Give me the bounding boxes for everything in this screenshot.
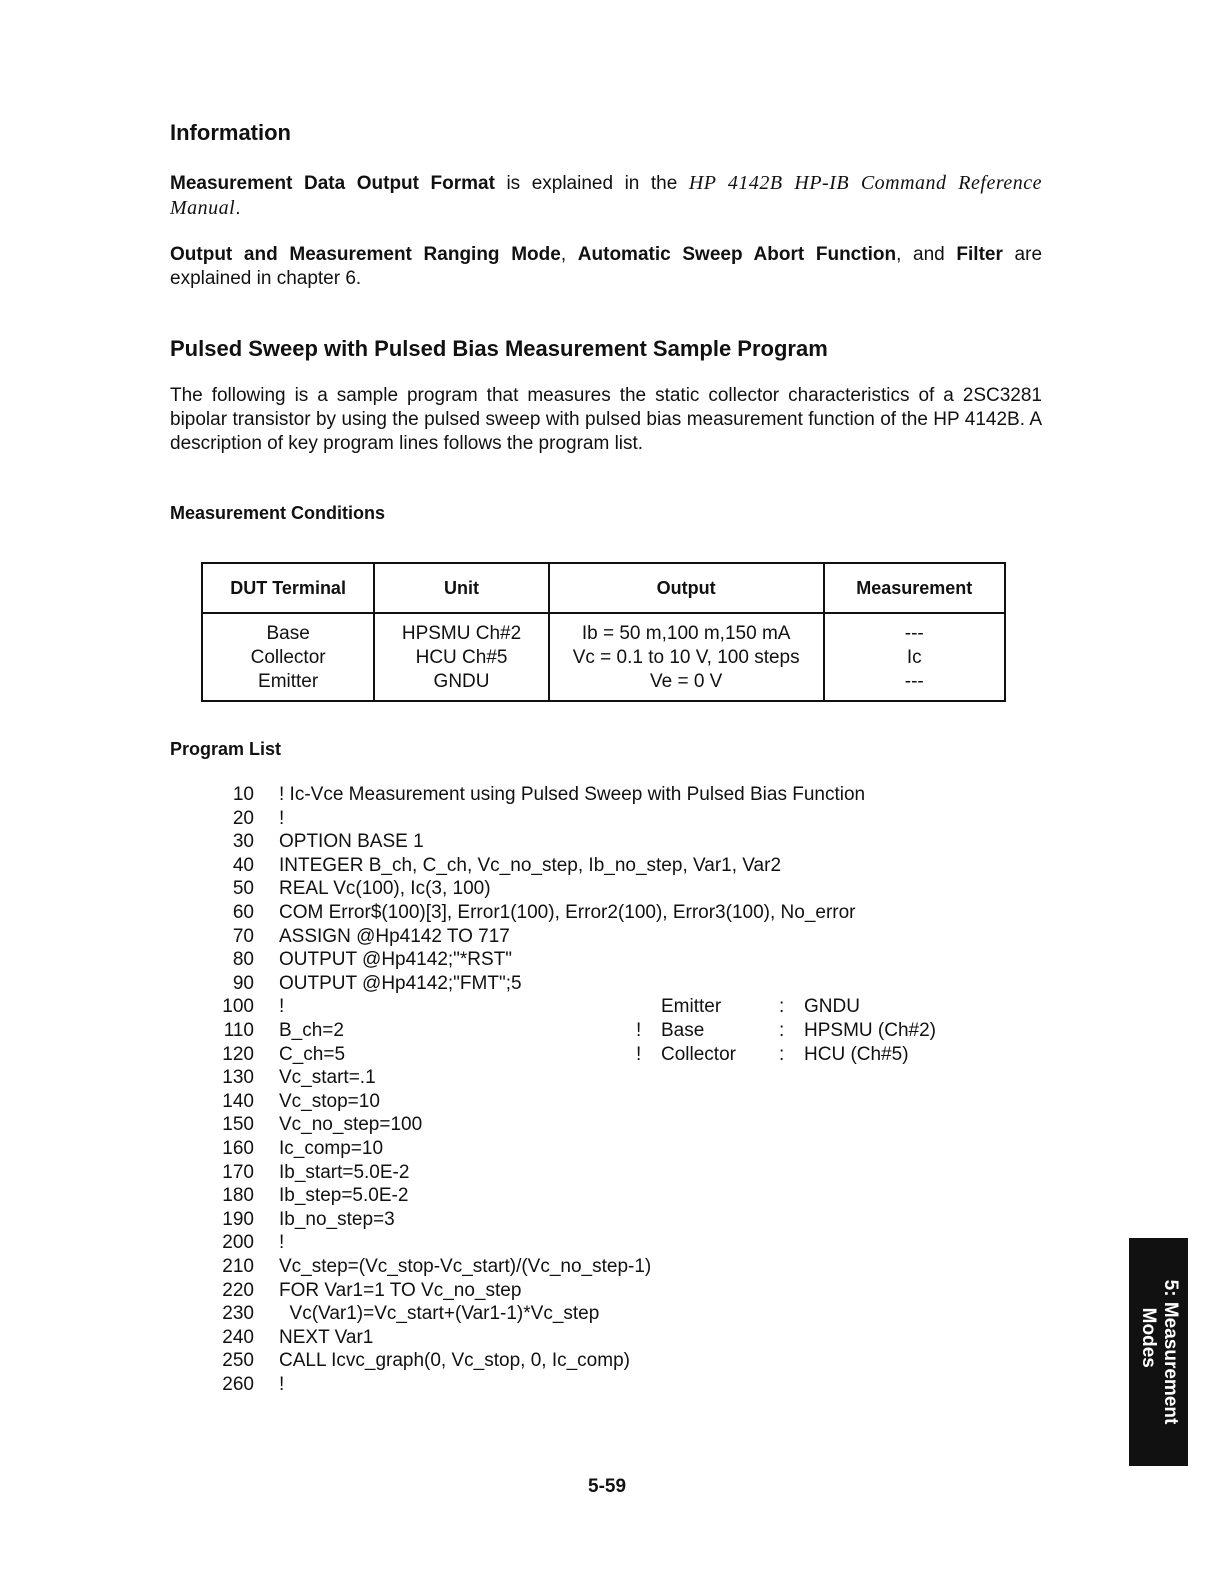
line-number: 160 xyxy=(222,1138,254,1159)
code-text: INTEGER B_ch, C_ch, Vc_no_step, Ib_no_step, Var1, Var2 xyxy=(279,854,782,876)
code-text: Vc_no_step=100 xyxy=(279,1114,423,1136)
comment-bang: ! xyxy=(636,1043,642,1065)
code-text: FOR Var1=1 TO Vc_no_step xyxy=(279,1279,522,1301)
measurement-conditions-heading: Measurement Conditions xyxy=(170,503,386,523)
side-tab-line: Modes xyxy=(1137,1307,1159,1368)
table-cell: Ve = 0 V xyxy=(649,671,723,692)
code-text: Vc_stop=10 xyxy=(279,1090,380,1112)
line-number: 150 xyxy=(222,1114,254,1136)
header-dut-terminal: DUT Terminal xyxy=(202,563,374,613)
output-cell xyxy=(549,613,824,701)
line-number: 50 xyxy=(232,878,254,900)
line-number: 100 xyxy=(222,996,254,1018)
line-number: 140 xyxy=(222,1090,254,1112)
info-paragraph-1 xyxy=(170,171,1042,221)
code-text: Vc(Var1)=Vc_start+(Var1-1)*Vc_step xyxy=(279,1303,600,1325)
measurement-cell xyxy=(824,613,1006,701)
code-text: ! xyxy=(279,1374,285,1395)
code-text: B_ch=2 xyxy=(279,1020,344,1041)
comment-bang: ! xyxy=(636,1020,642,1041)
code-text: ! xyxy=(279,1232,285,1254)
bold-term: Output and Measurement Ranging Mode xyxy=(170,244,561,265)
comment-term: Emitter xyxy=(661,996,722,1018)
code-text: ! xyxy=(279,807,285,829)
line-number: 120 xyxy=(222,1043,254,1065)
line-number: 260 xyxy=(222,1374,254,1395)
code-text: ! Ic-Vce Measurement using Pulsed Sweep with Pulsed Bias Function xyxy=(279,784,866,805)
para-text: are explained in chapter 6. xyxy=(170,244,1043,289)
comment-term: Base xyxy=(661,1020,705,1041)
code-text: CALL Icvc_graph(0, Vc_stop, 0, Ic_comp) xyxy=(279,1350,630,1372)
line-number: 170 xyxy=(222,1161,254,1183)
bold-term: Measurement Data Output Format xyxy=(170,173,495,194)
comment-colon: : xyxy=(779,1020,785,1041)
code-text: Ib_step=5.0E-2 xyxy=(279,1185,409,1207)
line-number: 80 xyxy=(232,949,254,971)
code-text: Vc_start=.1 xyxy=(279,1067,376,1089)
code-text: C_ch=5 xyxy=(279,1043,346,1065)
line-number: 230 xyxy=(222,1303,254,1325)
comment-colon: : xyxy=(779,1043,785,1065)
line-number: 130 xyxy=(222,1067,254,1089)
line-number: 70 xyxy=(232,925,254,947)
bold-term: Filter xyxy=(956,244,1003,265)
bold-term: Automatic Sweep Abort Function xyxy=(577,244,897,265)
program-list-heading: Program List xyxy=(170,739,282,759)
table-row xyxy=(202,613,1005,701)
table-cell: --- xyxy=(904,671,924,692)
para-text: , and xyxy=(896,244,957,265)
para-text: , xyxy=(560,244,578,265)
sample-program-heading: Pulsed Sweep with Pulsed Bias Measurement Sample Program xyxy=(170,336,828,361)
table-cell: Vc = 0.1 to 10 V, 100 steps xyxy=(572,647,800,668)
code-text: Ib_no_step=3 xyxy=(279,1208,395,1230)
table-cell: Ic xyxy=(906,647,922,668)
code-text: Ic_comp=10 xyxy=(279,1138,384,1159)
line-number: 60 xyxy=(232,902,254,923)
line-number: 220 xyxy=(222,1279,254,1301)
side-tab-label xyxy=(1137,1280,1181,1425)
para-text: . xyxy=(235,198,241,219)
table-cell: GNDU xyxy=(433,671,490,692)
header-output: Output xyxy=(549,563,824,613)
code-text: REAL Vc(100), Ic(3, 100) xyxy=(279,878,491,900)
code-text: ASSIGN @Hp4142 TO 717 xyxy=(279,925,510,947)
comment-unit: HCU (Ch#5) xyxy=(804,1043,909,1065)
table-cell: HCU Ch#5 xyxy=(415,647,508,668)
header-measurement: Measurement xyxy=(824,563,1006,613)
header-unit: Unit xyxy=(374,563,549,613)
manual-title: HP 4142B HP-IB Command Reference Manual xyxy=(170,172,1043,219)
dut-terminal-cell xyxy=(202,613,374,701)
unit-cell xyxy=(374,613,549,701)
line-number: 30 xyxy=(232,831,254,853)
line-number: 190 xyxy=(222,1208,254,1230)
table-cell: Ib = 50 m,100 m,150 mA xyxy=(581,623,791,644)
table-cell: HPSMU Ch#2 xyxy=(401,623,522,644)
para-text: is explained in the xyxy=(494,173,689,194)
table-cell: Base xyxy=(266,623,310,644)
table-cell: --- xyxy=(904,623,924,644)
side-tab-line: 5: Measurement xyxy=(1159,1279,1181,1425)
measurement-conditions-table xyxy=(201,562,1006,702)
code-text: COM Error$(100)[3], Error1(100), Error2(100), Error3(100), No_error xyxy=(279,902,856,923)
table-cell: Emitter xyxy=(258,671,319,692)
code-text: OPTION BASE 1 xyxy=(279,831,424,853)
comment-unit: HPSMU (Ch#2) xyxy=(804,1020,936,1041)
info-paragraph-2 xyxy=(170,243,1042,291)
chapter-side-tab xyxy=(1129,1238,1188,1466)
comment-colon: : xyxy=(779,996,785,1018)
table-header-row xyxy=(202,563,1005,613)
sample-intro-paragraph: The following is a sample program that measures the static collector characteristics of a 2SC3281 bipolar transistor by using the pulsed sweep with pulsed bias measurement function of the HP 4142B. A description of key program lines follows the program list. xyxy=(170,385,1042,454)
comment-unit: GNDU xyxy=(804,996,860,1018)
code-text: OUTPUT @Hp4142;"*RST" xyxy=(279,949,513,971)
line-number: 110 xyxy=(223,1020,254,1041)
table-cell: Collector xyxy=(250,647,326,668)
line-number: 90 xyxy=(232,972,254,994)
page-number: 5-59 xyxy=(588,1476,627,1497)
code-text: NEXT Var1 xyxy=(279,1326,374,1348)
information-heading: Information xyxy=(170,120,291,145)
line-number: 250 xyxy=(222,1350,254,1372)
line-number: 240 xyxy=(222,1326,254,1348)
line-number: 40 xyxy=(232,854,254,876)
line-number: 20 xyxy=(232,807,254,829)
code-text: Ib_start=5.0E-2 xyxy=(279,1161,410,1183)
line-number: 10 xyxy=(232,784,254,805)
code-text: OUTPUT @Hp4142;"FMT";5 xyxy=(279,972,522,994)
line-number: 210 xyxy=(222,1256,254,1277)
line-number: 180 xyxy=(222,1185,254,1207)
code-text: ! xyxy=(279,996,285,1018)
comment-term: Collector xyxy=(661,1043,736,1065)
line-number: 200 xyxy=(222,1232,254,1254)
code-text: Vc_step=(Vc_stop-Vc_start)/(Vc_no_step-1) xyxy=(279,1256,652,1277)
